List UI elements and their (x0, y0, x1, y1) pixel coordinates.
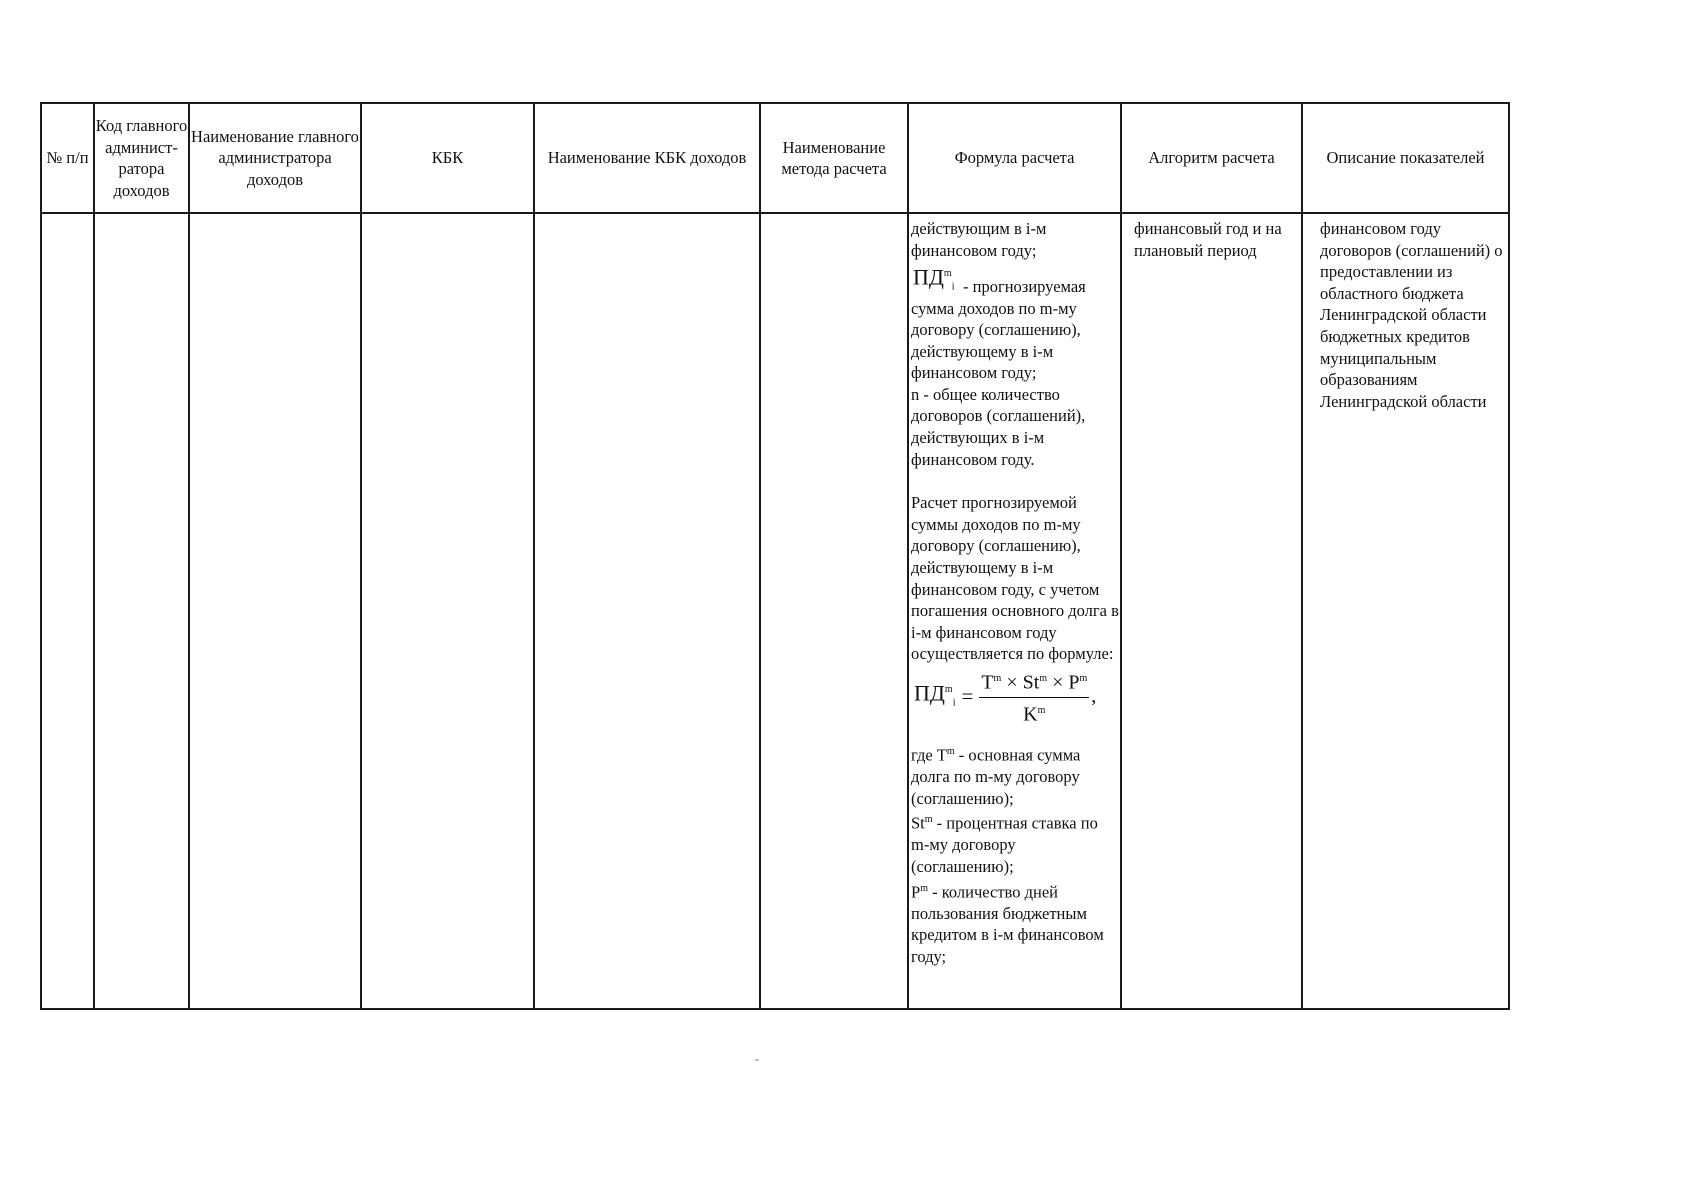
pd-description: - прогнозируемая сумма доходов по m-му договору (соглашению), действующему в i-м финансовом году; (911, 276, 1086, 383)
revenue-methodology-table (40, 102, 1510, 1010)
st-definition: St$^m$ - процентная ставка по m-му договору (соглашению); (911, 813, 1098, 876)
cell-admin-name (189, 213, 361, 1009)
cell-method-name (760, 213, 908, 1009)
equation-lhs: $ПД^m_i$ (914, 680, 956, 710)
equation-numerator: $T^m \times St^m \times P^m$ (979, 668, 1089, 697)
equation-denominator: $K^m$ (1023, 703, 1046, 726)
header-description: Описание показателей (1302, 103, 1509, 213)
header-kbk-name: Наименование КБК доходов (534, 103, 760, 213)
cell-admin-code (94, 213, 189, 1009)
header-admin-code: Код главного админист-ратора доходов (94, 103, 189, 213)
page-mark: - (755, 1052, 759, 1066)
header-row (41, 103, 1509, 213)
header-formula: Формула расчета (908, 103, 1121, 213)
p-definition: $P^m$ - количество дней пользования бюджетным кредитом в i-м финансовом году; (911, 882, 1104, 966)
n-description: n - общее количество договоров (соглашений), действующих в i-м финансовом году. (911, 384, 1086, 469)
equation-equals: = (961, 684, 974, 709)
equation-fraction (979, 668, 1089, 726)
cell-description: финансовом году договоров (соглашений) о предоставлении из областного бюджета Ленинградской области бюджетных кредитов муниципальным образованиям Ленинградской области (1302, 213, 1509, 1009)
header-number: № п/п (41, 103, 94, 213)
pd-symbol: $ПД^m_i$ (913, 264, 955, 293)
equation-comma: , (1091, 685, 1097, 708)
calculation-paragraph: Расчет прогнозируемой суммы доходов по m-му договору (соглашению), действующему в i-м финансовом году, с учетом погашения основного долга в i-м финансовом году осуществляется по формуле: (911, 493, 1119, 664)
cell-number (41, 213, 94, 1009)
t-definition: где $T^m$ - основная сумма долга по m-му договору (соглашению); (911, 745, 1081, 808)
equation (914, 671, 1120, 726)
table-row (41, 213, 1509, 1009)
header-admin-name: Наименование главного администратора доходов (189, 103, 361, 213)
cell-kbk (361, 213, 534, 1009)
header-algorithm: Алгоритм расчета (1121, 103, 1302, 213)
header-kbk: КБК (361, 103, 534, 213)
cell-kbk-name (534, 213, 760, 1009)
cell-algorithm: финансовый год и на плановый период (1121, 213, 1302, 1009)
cell-formula (908, 213, 1121, 1009)
header-method-name: Наименование метода расчета (760, 103, 908, 213)
formula-line1: действующим в i-м финансовом году; (911, 219, 1047, 260)
